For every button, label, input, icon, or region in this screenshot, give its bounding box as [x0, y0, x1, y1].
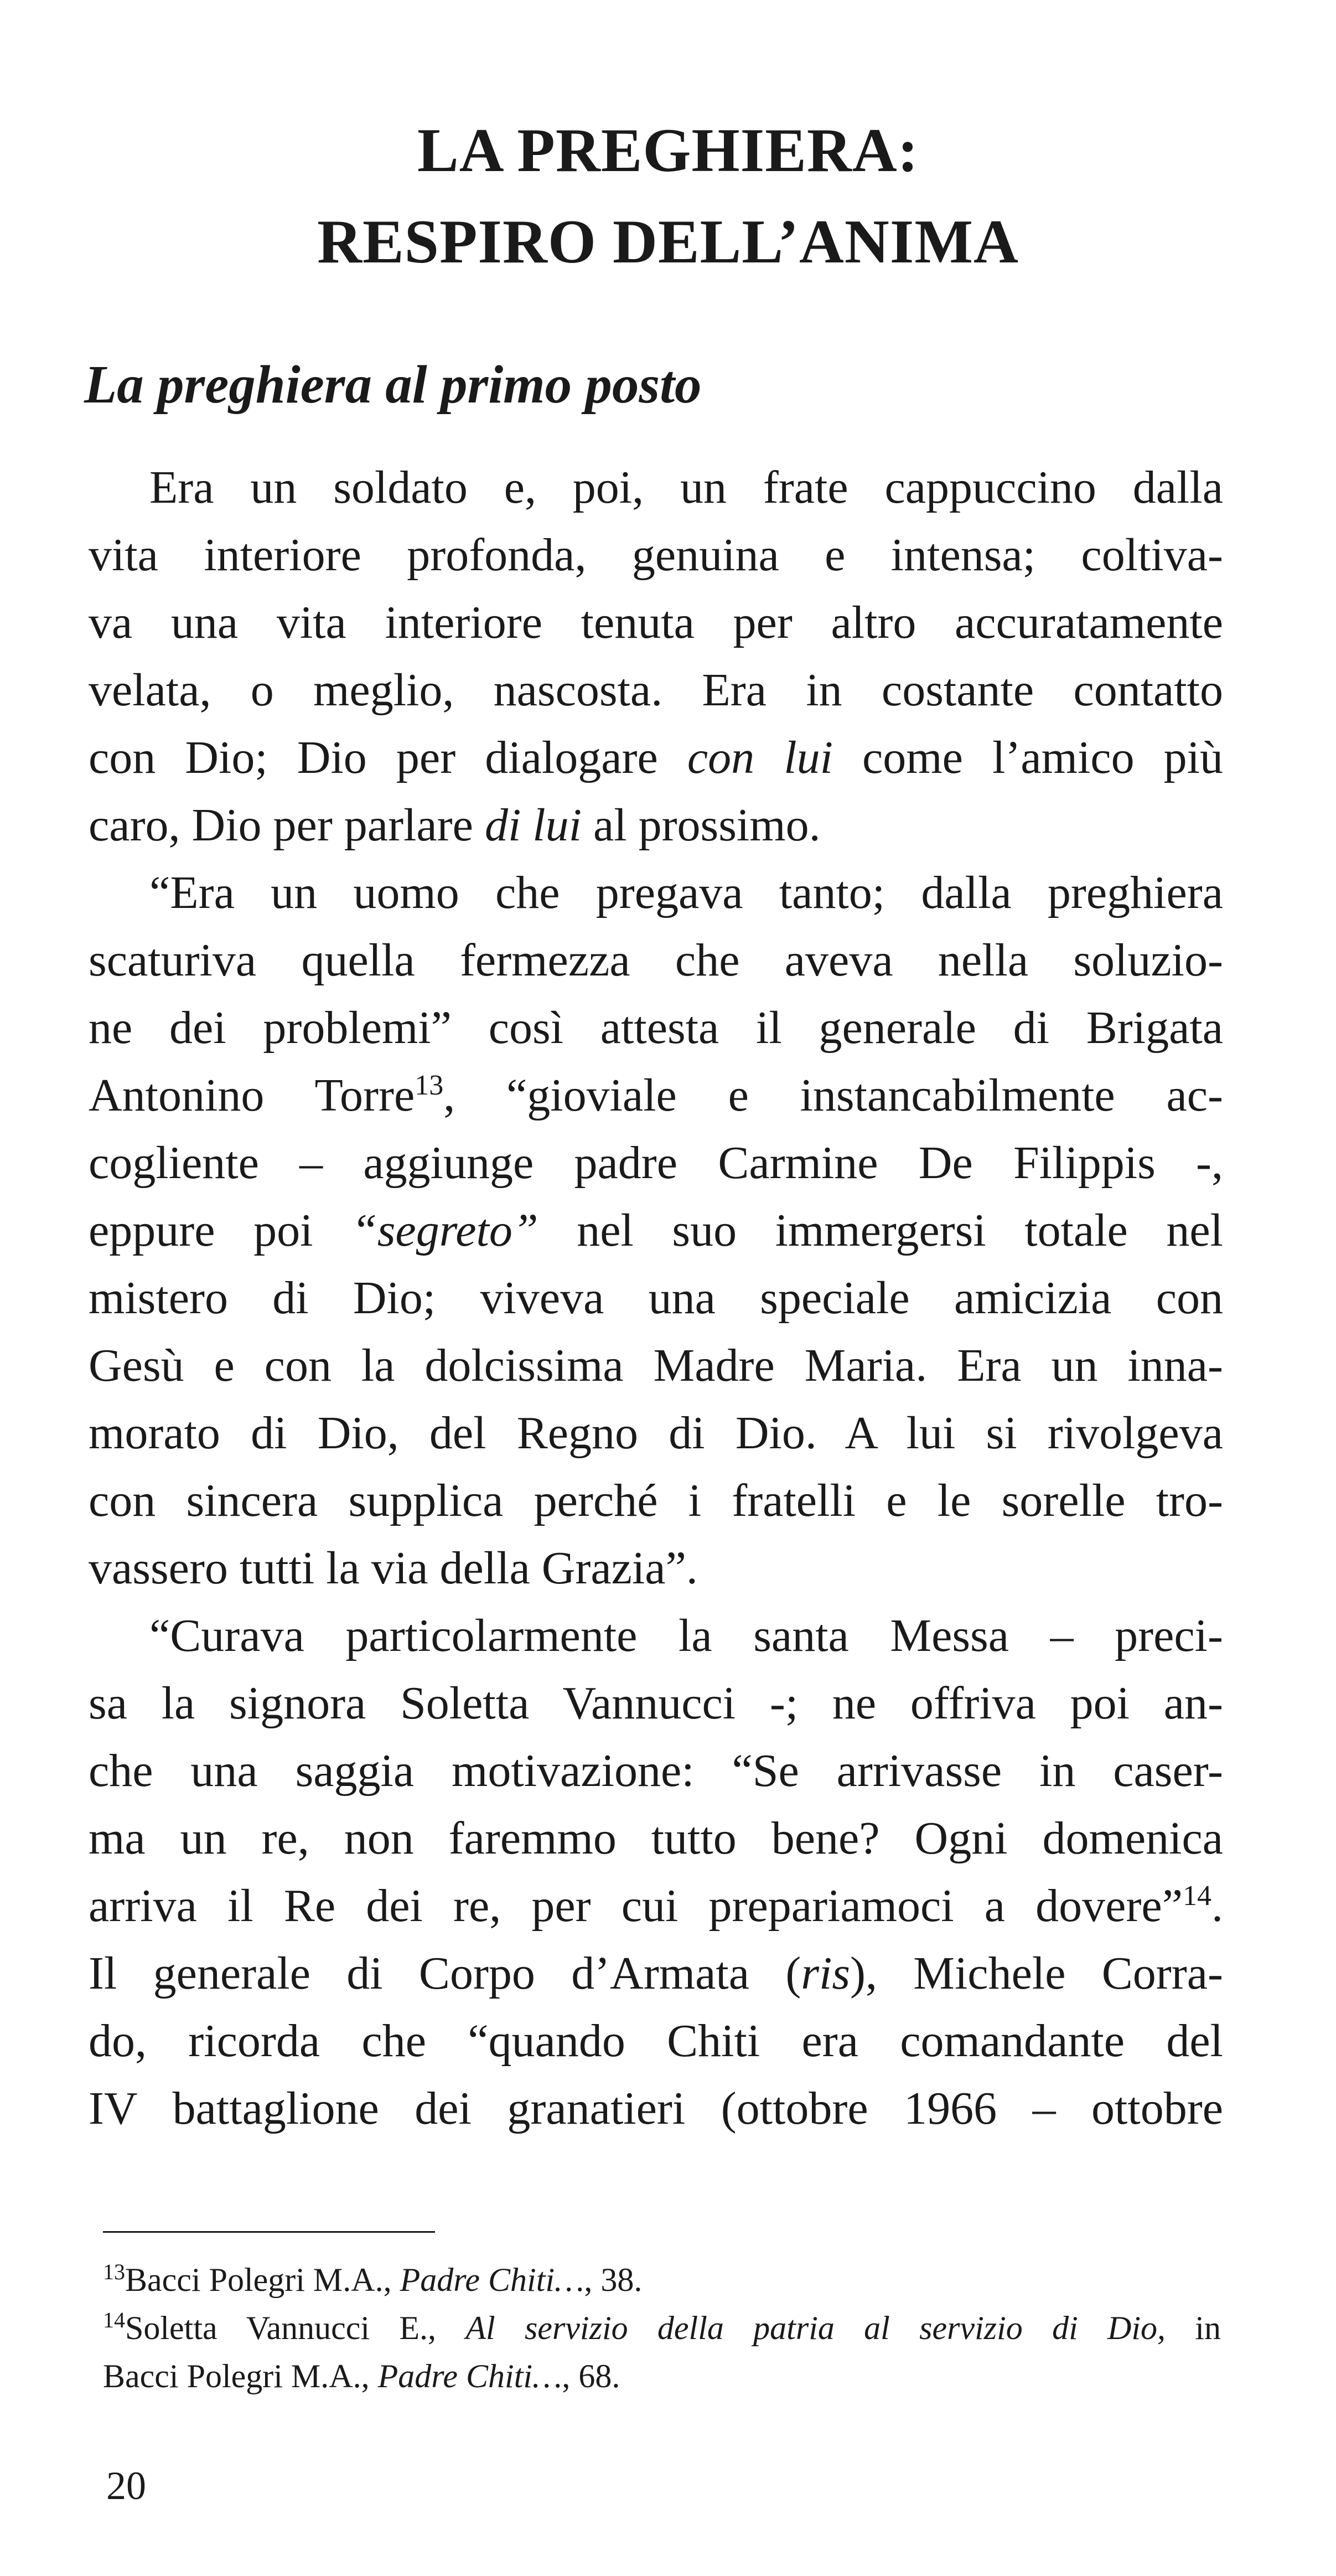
- text-run: .: [1211, 1880, 1223, 1932]
- text-run: , 38.: [584, 2262, 643, 2298]
- text-run: in: [1166, 2310, 1221, 2346]
- text-line: Era un soldato e, poi, un frate cappuccino dalla: [149, 462, 1223, 513]
- text-line: scaturiva quella fermezza che aveva nella soluzio-: [89, 935, 1223, 986]
- text-line: ne dei problemi” così attesta il generale di Brigata: [89, 1002, 1223, 1054]
- footnote-ref-14: 14: [1183, 1880, 1211, 1912]
- text-line: cogliente – aggiunge padre Carmine De Filippis -,: [89, 1137, 1223, 1189]
- text-run: Soletta Vannucci E.,: [125, 2310, 466, 2346]
- text-run: Antonino Torre: [89, 1070, 415, 1121]
- text-line: do, ricorda che “quando Chiti era comandante del: [89, 2015, 1223, 2067]
- text-line: “Curava particolarmente la santa Messa – preci-: [149, 1610, 1223, 1661]
- text-line: che una saggia motivazione: “Se arrivasse in caser-: [89, 1745, 1223, 1797]
- text-run: con Dio; Dio per dialogare: [89, 732, 687, 783]
- text-line: [89, 724, 1223, 792]
- text-line: va una vita interiore tenuta per altro accuratamente: [89, 597, 1223, 648]
- text-line: vita interiore profonda, genuina e intensa; coltiva-: [89, 529, 1223, 581]
- text-line: morato di Dio, del Regno di Dio. A lui si rivolgeva: [89, 1407, 1223, 1459]
- chapter-title-line-1: LA PREGHIERA:: [417, 116, 919, 185]
- text-run: Il generale di Corpo d’Armata (: [89, 1948, 801, 1999]
- footnote-ref-13: 13: [415, 1070, 444, 1101]
- body-text: [89, 454, 1223, 2143]
- text-line: velata, o meglio, nascosta. Era in costante contatto: [89, 664, 1223, 716]
- text-line: Gesù e con la dolcissima Madre Maria. Era un inna-: [89, 1340, 1223, 1391]
- text-line: [89, 1872, 1223, 1940]
- italic-text: di lui: [484, 799, 582, 851]
- section-heading: La preghiera al primo posto: [84, 355, 702, 414]
- text-line: [89, 1940, 1223, 2007]
- text-line: [89, 1197, 1223, 1264]
- text-run: al prossimo.: [581, 799, 821, 851]
- text-run: eppure poi: [89, 1205, 352, 1256]
- text-run: come l’amico più: [832, 732, 1224, 783]
- italic-text: con lui: [687, 732, 833, 783]
- footnote-14: [103, 2304, 1221, 2352]
- text-line: IV battaglione dei granatieri (ottobre 1966 – ottobre: [89, 2083, 1223, 2134]
- text-run: caro, Dio per parlare: [89, 799, 485, 851]
- footnote-number: 14: [103, 2307, 125, 2332]
- text-line: [89, 792, 1223, 859]
- text-run: Bacci Polegri M.A.,: [125, 2262, 400, 2298]
- italic-text: Padre Chiti…: [400, 2262, 584, 2298]
- footnote-divider: [103, 2231, 435, 2233]
- footnotes: [103, 2256, 1221, 2401]
- text-line: vassero tutti la via della Grazia”.: [89, 1542, 698, 1594]
- italic-text: Padre Chiti…: [377, 2358, 562, 2394]
- text-run: ), Michele Corra-: [850, 1948, 1224, 1999]
- footnote-13: [103, 2256, 1221, 2304]
- text-run: , “gioviale e instancabilmente ac-: [443, 1070, 1223, 1121]
- page-number: 20: [106, 2464, 146, 2508]
- text-run: arriva il Re dei re, per cui prepariamoci a dovere”: [89, 1880, 1183, 1932]
- text-run: Bacci Polegri M.A.,: [103, 2358, 378, 2394]
- text-run: , 68.: [562, 2358, 620, 2394]
- italic-text: ris: [801, 1948, 851, 1999]
- text-line: con sincera supplica perché i fratelli e le sorelle tro-: [89, 1475, 1223, 1526]
- chapter-title: [0, 105, 1336, 288]
- text-run: nel suo immergersi totale nel: [538, 1205, 1223, 1256]
- italic-text: “segreto”: [351, 1205, 538, 1256]
- text-line: “Era un uomo che pregava tanto; dalla preghiera: [149, 867, 1223, 918]
- text-line: [89, 1062, 1223, 1129]
- italic-text: Al servizio della patria al servizio di Dio,: [465, 2310, 1166, 2346]
- text-line: mistero di Dio; viveva una speciale amicizia con: [89, 1272, 1223, 1324]
- text-line: ma un re, non faremmo tutto bene? Ogni domenica: [89, 1813, 1223, 1864]
- footnote-number: 13: [103, 2259, 125, 2284]
- footnote-14-continued: [103, 2352, 1221, 2401]
- text-line: sa la signora Soletta Vannucci -; ne offriva poi an-: [89, 1677, 1223, 1729]
- chapter-title-line-2: RESPIRO DELL’ANIMA: [317, 208, 1019, 276]
